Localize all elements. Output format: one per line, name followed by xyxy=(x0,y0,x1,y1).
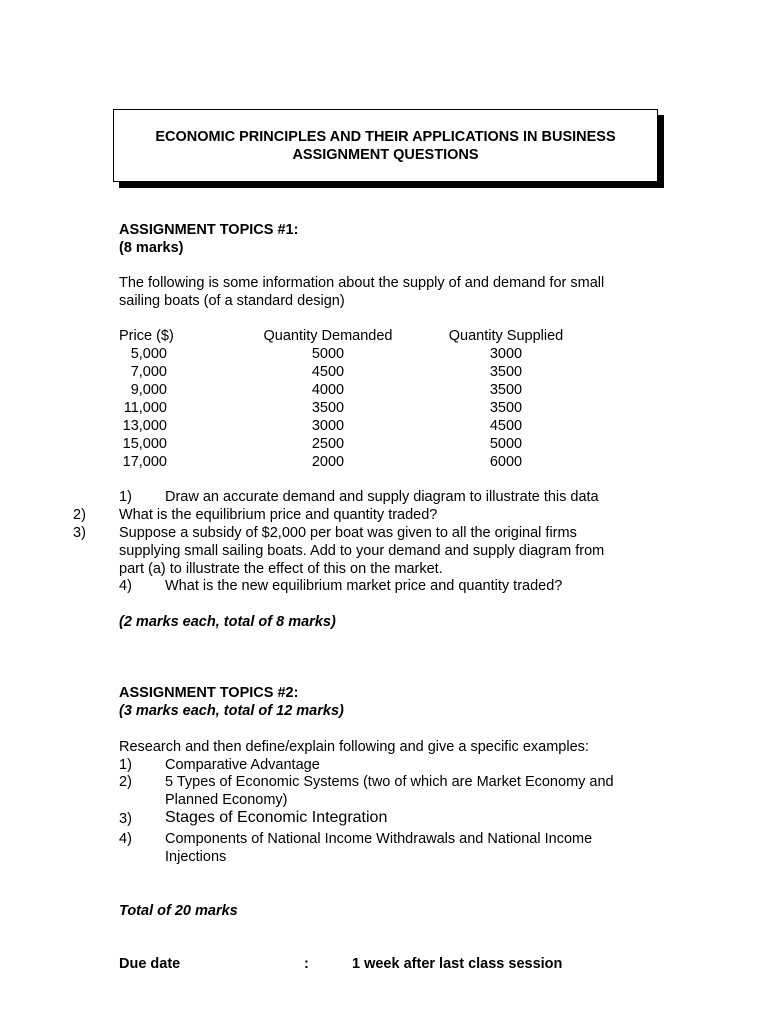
list-item-text: 5 Types of Economic Systems (two of which are Market Economy and xyxy=(165,774,614,790)
price-cell: 13,000 xyxy=(122,418,167,434)
table-row xyxy=(119,453,639,471)
question-text: part (a) to illustrate the effect of this on the market. xyxy=(119,561,443,577)
price-cell: 17,000 xyxy=(122,454,167,470)
question-text: What is the equilibrium price and quantity traded? xyxy=(119,507,438,523)
list-item-text: Comparative Advantage xyxy=(165,757,320,773)
list-item-text: Injections xyxy=(165,849,227,865)
demanded-cell: 2500 xyxy=(311,436,345,452)
demanded-cell: 4500 xyxy=(311,364,345,380)
supplied-cell: 3500 xyxy=(489,400,523,416)
topic1-intro-line1: The following is some information about the supply of and demand for small xyxy=(119,275,605,291)
document-subtitle: ASSIGNMENT QUESTIONS xyxy=(292,146,479,163)
price-cell: 11,000 xyxy=(123,400,167,416)
list-item-number: 1) xyxy=(119,757,132,773)
topic2-marks: (3 marks each, total of 12 marks) xyxy=(119,703,344,719)
table-row xyxy=(119,345,639,363)
question-text: supplying small sailing boats. Add to your demand and supply diagram from xyxy=(119,543,605,559)
due-date-colon: : xyxy=(304,956,309,972)
list-item-text: Components of National Income Withdrawals and National Income xyxy=(165,831,593,847)
question-number: 4) xyxy=(119,578,132,594)
question-text: Draw an accurate demand and supply diagram to illustrate this data xyxy=(165,489,599,505)
document-title: ECONOMIC PRINCIPLES AND THEIR APPLICATIONS IN BUSINESS xyxy=(155,128,616,145)
list-item-number: 3) xyxy=(119,811,132,827)
supplied-cell: 3000 xyxy=(489,346,523,362)
table-row xyxy=(119,399,639,417)
supplied-cell: 5000 xyxy=(489,436,523,452)
table-row xyxy=(119,381,639,399)
due-date-label: Due date xyxy=(119,956,181,972)
supplied-cell: 4500 xyxy=(489,418,523,434)
list-item-number: 4) xyxy=(119,831,132,847)
header-quantity-demanded: Quantity Demanded xyxy=(263,328,393,344)
list-item-text: Stages of Economic Integration xyxy=(165,809,388,826)
header-quantity-supplied: Quantity Supplied xyxy=(448,328,564,344)
demanded-cell: 5000 xyxy=(311,346,345,362)
topic1-heading: ASSIGNMENT TOPICS #1: xyxy=(119,222,299,238)
topic1-intro-line2: sailing boats (of a standard design) xyxy=(119,293,345,309)
topic2-intro: Research and then define/explain following and give a specific examples: xyxy=(119,739,589,755)
list-item-number: 2) xyxy=(119,774,132,790)
list-item-text: Planned Economy) xyxy=(165,792,288,808)
supplied-cell: 3500 xyxy=(489,364,523,380)
question-number: 1) xyxy=(119,489,132,505)
price-cell: 15,000 xyxy=(122,436,167,452)
demanded-cell: 2000 xyxy=(311,454,345,470)
supplied-cell: 3500 xyxy=(489,382,523,398)
demanded-cell: 3000 xyxy=(311,418,345,434)
table-row xyxy=(119,417,639,435)
price-cell: 7,000 xyxy=(130,364,167,380)
topic1-marks: (8 marks) xyxy=(119,240,184,256)
question-text: What is the new equilibrium market price and quantity traded? xyxy=(165,578,563,594)
question-number: 3) xyxy=(73,525,86,541)
price-cell: 9,000 xyxy=(130,382,167,398)
table-header-row xyxy=(119,327,639,345)
total-marks: Total of 20 marks xyxy=(119,903,238,919)
demanded-cell: 4000 xyxy=(311,382,345,398)
table-row xyxy=(119,363,639,381)
table-row xyxy=(119,435,639,453)
demanded-cell: 3500 xyxy=(311,400,345,416)
supplied-cell: 6000 xyxy=(489,454,523,470)
price-cell: 5,000 xyxy=(130,346,167,362)
title-box xyxy=(113,109,658,182)
topic1-marks-note: (2 marks each, total of 8 marks) xyxy=(119,614,336,630)
due-date-value: 1 week after last class session xyxy=(352,956,563,972)
header-price: Price ($) xyxy=(119,328,174,344)
topic2-heading: ASSIGNMENT TOPICS #2: xyxy=(119,685,299,701)
question-text: Suppose a subsidy of $2,000 per boat was given to all the original firms xyxy=(119,525,577,541)
question-number: 2) xyxy=(73,507,86,523)
